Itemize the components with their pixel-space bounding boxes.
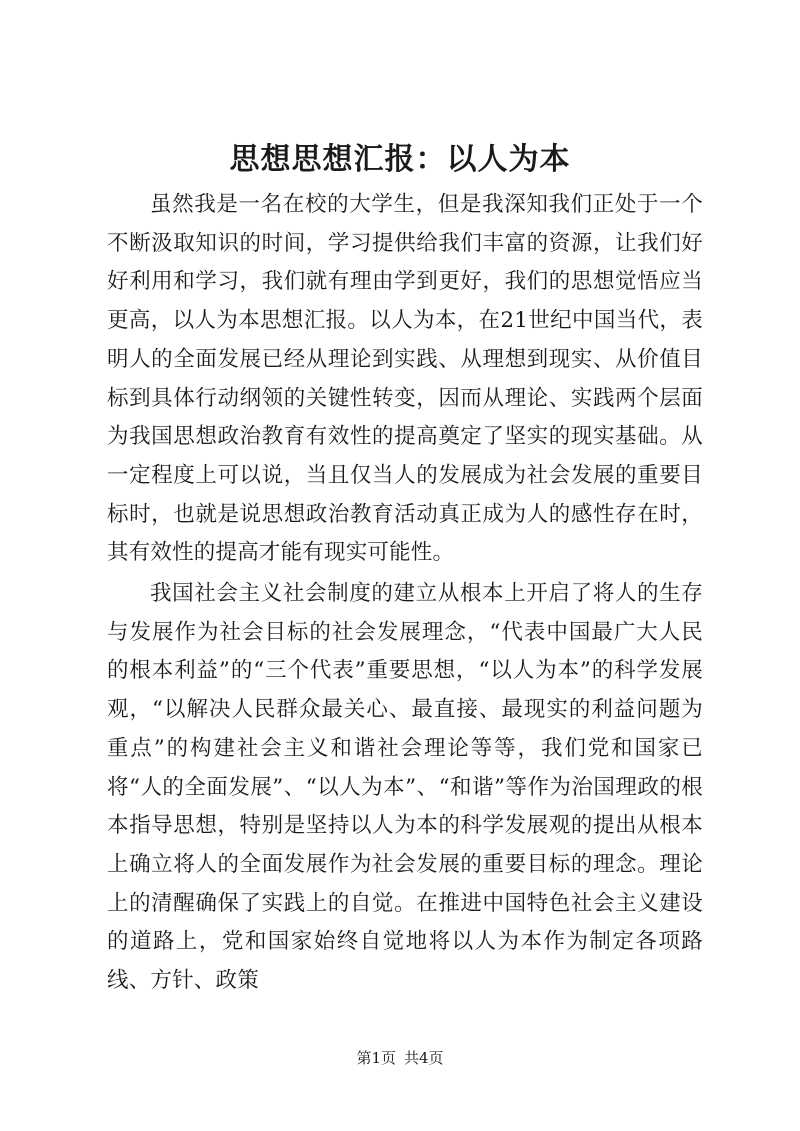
- page-number: 第1页: [356, 1049, 396, 1067]
- paragraph-1: 虽然我是一名在校的大学生，但是我深知我们正处于一个不断汲取知识的时间，学习提供给我们丰富的资源，让我们好好利用和学习，我们就有理由学到更好，我们的思想觉悟应当更高，以人为本思想汇报。以人为本，在21世纪中国当代，表明人的全面发展已经从理论到实践、从理想到现实、从价值目标到具体行动纲领的关键性转变，因而从理论、实践两个层面为我国思想政治教育有效性的提高奠定了坚实的现实基础。从一定程度上可以说，当且仅当人的发展成为社会发展的重要目标时，也就是说思想政治教育活动真正成为人的感性存在时，其有效性的提高才能有现实可能性。: [107, 192, 703, 566]
- document-body: [107, 186, 703, 1001]
- paragraph-2: 我国社会主义社会制度的建立从根本上开启了将人的生存与发展作为社会目标的社会发展理念，“代表中国最广大人民的根本利益”的“三个代表”重要思想，“以人为本”的科学发展观，“以解决人民群众最关心、最直接、最现实的利益问题为重点”的构建社会主义和谐社会理论等等，我们党和国家已将“人的全面发展”、“以人为本”、“和谐”等作为治国理政的根本指导思想，特别是坚持以人为本的科学发展观的提出从根本上确立将人的全面发展作为社会发展的重要目标的理念。理论上的清醒确保了实践上的自觉。在推进中国特色社会主义建设的道路上，党和国家始终自觉地将以人为本作为制定各项路线、方针、政策: [107, 581, 703, 994]
- page-footer: [0, 1048, 800, 1068]
- page-total: 共4页: [404, 1049, 444, 1067]
- document-title: 思想思想汇报：以人为本: [229, 142, 571, 177]
